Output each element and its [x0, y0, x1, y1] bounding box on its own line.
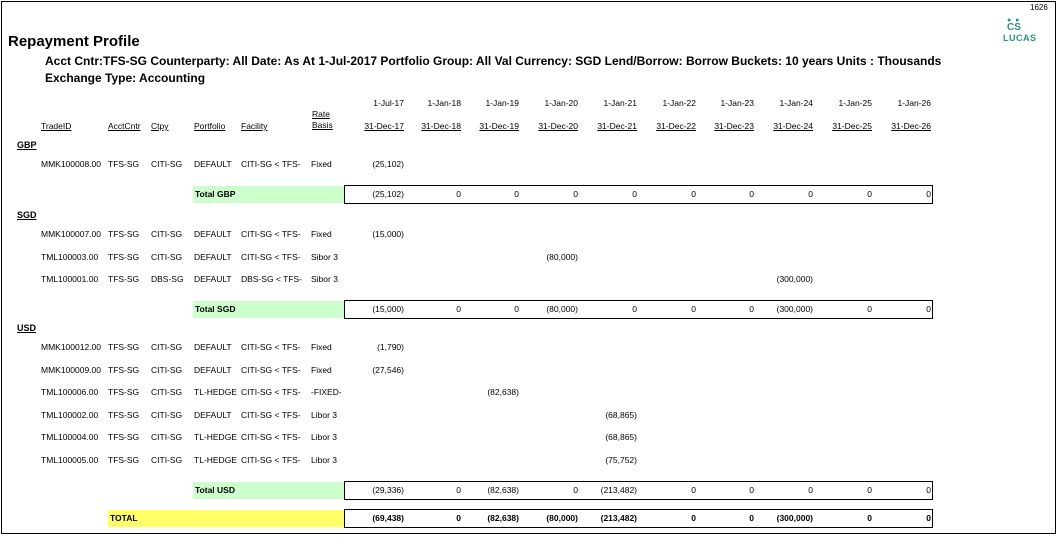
currency-heading: GBP [17, 140, 37, 150]
bucket-end-date: 31-Dec-22 [656, 121, 696, 131]
acct-cntr: TFS-SG [108, 159, 140, 169]
trade-id: TML100004.00 [41, 432, 99, 443]
grand-total-bottom-rule [344, 527, 933, 528]
facility: CITI-SG < TFS- [241, 387, 301, 398]
subtotal-amount: 0 [456, 188, 461, 199]
bucket-end-date: 31-Dec-23 [714, 121, 754, 131]
rate-basis: Sibor 3 [311, 274, 338, 285]
subtotal-label: Total USD [195, 484, 235, 495]
subtotal-amount: 0 [867, 484, 872, 495]
bucket-amount: (75,752) [605, 455, 637, 465]
portfolio: DEFAULT [194, 159, 232, 169]
col-header-rate: Rate [312, 109, 330, 119]
rate-basis: Fixed [311, 159, 332, 169]
acct-cntr: TFS-SG [108, 409, 140, 420]
grand-total-amount: 0 [867, 513, 872, 523]
rate-basis: -FIXED- [311, 387, 342, 398]
grand-total-amount: 0 [926, 513, 931, 523]
portfolio: TL-HEDGE [194, 455, 237, 465]
facility: CITI-SG < TFS- [241, 409, 301, 420]
bucket-amount: (1,790) [377, 342, 404, 352]
subtotal-amount: 0 [749, 303, 754, 314]
grand-total-amount: 0 [691, 513, 696, 523]
bucket-end-date: 31-Dec-21 [597, 121, 637, 131]
subtotal-top-rule [344, 300, 933, 301]
rate-basis: Libor 3 [311, 455, 337, 465]
counterparty: CITI-SG [151, 387, 183, 398]
subtotal-amount: (300,000) [776, 303, 813, 314]
subtotal-amount: 0 [926, 303, 931, 314]
facility: CITI-SG < TFS- [241, 342, 301, 352]
rate-basis: Libor 3 [311, 432, 337, 443]
portfolio: DEFAULT [194, 342, 232, 352]
subtotal-amount: 0 [632, 303, 637, 314]
subtotal-amount: 0 [691, 303, 696, 314]
grand-total-right-rule [932, 509, 933, 527]
bucket-start-date: 1-Jan-21 [603, 98, 637, 108]
counterparty: CITI-SG [151, 251, 183, 262]
bucket-start-date: 1-Jul-17 [373, 98, 404, 108]
acct-cntr: TFS-SG [108, 229, 140, 239]
bucket-amount: (27,546) [372, 364, 404, 375]
acct-cntr: TFS-SG [108, 342, 140, 352]
bucket-end-date: 31-Dec-26 [891, 121, 931, 131]
grand-total-amount: (300,000) [776, 513, 813, 523]
portfolio: DEFAULT [194, 229, 232, 239]
rate-basis: Libor 3 [311, 409, 337, 420]
subtotal-bottom-rule [344, 499, 933, 500]
subtotal-amount: 0 [456, 484, 461, 495]
logo-text-cs: CS [1007, 22, 1021, 33]
grand-total-amount: 0 [456, 513, 461, 523]
bucket-amount: (300,000) [776, 274, 813, 285]
trade-id: MMK100012.00 [41, 342, 102, 352]
acct-cntr: TFS-SG [108, 432, 140, 443]
subtotal-amount: 0 [808, 188, 813, 199]
grand-total-amount: (69,438) [372, 513, 404, 523]
currency-heading: USD [17, 323, 37, 333]
bucket-amount: (25,102) [372, 159, 404, 169]
subtotal-amount: 0 [691, 484, 696, 495]
rate-basis: Sibor 3 [311, 251, 338, 262]
trade-id: TML100001.00 [41, 274, 99, 285]
facility: CITI-SG < TFS- [241, 229, 301, 239]
trade-id: TML100002.00 [41, 409, 99, 420]
subtotal-label: Total GBP [195, 188, 236, 199]
rate-basis: Fixed [311, 229, 332, 239]
counterparty: DBS-SG [151, 274, 184, 285]
facility: CITI-SG < TFS- [241, 455, 301, 465]
bucket-amount: (82,638) [487, 387, 519, 398]
col-header-facility: Facility [241, 121, 268, 131]
subtotal-top-rule [344, 185, 933, 186]
cs-lucas-logo [1003, 17, 1053, 49]
counterparty: CITI-SG [151, 342, 183, 352]
bucket-end-date: 31-Dec-19 [479, 121, 519, 131]
col-header-ctpy: Ctpy [151, 121, 169, 131]
logo-dots: ● ● [1007, 17, 1021, 24]
acct-cntr: TFS-SG [108, 364, 140, 375]
bucket-start-date: 1-Jan-20 [544, 98, 578, 108]
portfolio: DEFAULT [194, 409, 232, 420]
portfolio: TL-HEDGE [194, 387, 237, 398]
bucket-start-date: 1-Jan-24 [779, 98, 813, 108]
col-header-portfolio: Portfolio [194, 121, 226, 131]
subtotal-bottom-rule [344, 318, 933, 319]
grand-total-top-rule [344, 509, 933, 510]
grand-total-amount: 0 [749, 513, 754, 523]
counterparty: CITI-SG [151, 364, 183, 375]
col-header-acctcntr: AcctCntr [108, 121, 141, 131]
bucket-start-date: 1-Jan-26 [897, 98, 931, 108]
grand-total-label: TOTAL [110, 513, 138, 523]
trade-id: TML100006.00 [41, 387, 99, 398]
trade-id: TML100005.00 [41, 455, 99, 465]
facility: CITI-SG < TFS- [241, 159, 301, 169]
trade-id: MMK100007.00 [41, 229, 102, 239]
grand-total-amount: (82,638) [487, 513, 519, 523]
facility: DBS-SG < TFS- [241, 274, 303, 285]
counterparty: CITI-SG [151, 455, 183, 465]
counterparty: CITI-SG [151, 409, 183, 420]
subtotal-amount: (25,102) [372, 188, 404, 199]
subtotal-amount: 0 [456, 303, 461, 314]
subtotal-amount: 0 [573, 188, 578, 199]
subtotal-amount: 0 [749, 188, 754, 199]
bucket-start-date: 1-Jan-19 [485, 98, 519, 108]
logo-text-lucas: LUCAS [1003, 33, 1037, 43]
subtotal-right-rule [932, 481, 933, 499]
subtotal-amount: 0 [632, 188, 637, 199]
page-number: 1626 [1030, 3, 1048, 12]
col-header-tradeid: TradeID [41, 121, 72, 131]
grand-total-highlight [108, 510, 344, 527]
subtotal-amount: (15,000) [372, 303, 404, 314]
report-exchange-type: Exchange Type: Accounting [45, 71, 206, 85]
grand-total-amount: (213,482) [600, 513, 637, 523]
bucket-amount: (15,000) [372, 229, 404, 239]
subtotal-amount: (80,000) [546, 303, 578, 314]
bucket-start-date: 1-Jan-23 [720, 98, 754, 108]
subtotal-bottom-rule [344, 203, 933, 204]
subtotal-amount: 0 [926, 188, 931, 199]
facility: CITI-SG < TFS- [241, 364, 301, 375]
col-header-basis: Basis [312, 120, 333, 130]
subtotal-right-rule [932, 300, 933, 318]
acct-cntr: TFS-SG [108, 274, 140, 285]
subtotal-amount: 0 [749, 484, 754, 495]
counterparty: CITI-SG [151, 229, 183, 239]
facility: CITI-SG < TFS- [241, 251, 301, 262]
bucket-start-date: 1-Jan-22 [662, 98, 696, 108]
rate-basis: Fixed [311, 364, 332, 375]
bucket-end-date: 31-Dec-18 [421, 121, 461, 131]
bucket-amount: (68,865) [605, 409, 637, 420]
acct-cntr: TFS-SG [108, 455, 140, 465]
trade-id: MMK100009.00 [41, 364, 102, 375]
subtotal-amount: 0 [573, 484, 578, 495]
report-title: Repayment Profile [8, 33, 140, 50]
rate-basis: Fixed [311, 342, 332, 352]
subtotal-top-rule [344, 481, 933, 482]
grand-total-amount: (80,000) [546, 513, 578, 523]
bucket-amount: (68,865) [605, 432, 637, 443]
subtotal-amount: 0 [514, 188, 519, 199]
subtotal-amount: 0 [691, 188, 696, 199]
report-parameters: Acct Cntr:TFS-SG Counterparty: All Date: As At 1-Jul-2017 Portfolio Group: All Val Currency: SGD Lend/Borrow: Borrow Buckets: 10 years Units : Thousands [45, 54, 942, 68]
subtotal-amount: 0 [867, 188, 872, 199]
trade-id: MMK100008.00 [41, 159, 102, 169]
subtotal-amount: (213,482) [600, 484, 637, 495]
subtotal-amount: 0 [514, 303, 519, 314]
subtotal-amount: (29,336) [372, 484, 404, 495]
subtotal-amount: 0 [867, 303, 872, 314]
bucket-start-date: 1-Jan-25 [838, 98, 872, 108]
portfolio: DEFAULT [194, 274, 232, 285]
subtotal-amount: 0 [926, 484, 931, 495]
bucket-end-date: 31-Dec-20 [538, 121, 578, 131]
acct-cntr: TFS-SG [108, 387, 140, 398]
subtotal-amount: 0 [808, 484, 813, 495]
counterparty: CITI-SG [151, 159, 183, 169]
acct-cntr: TFS-SG [108, 251, 140, 262]
subtotal-right-rule [932, 185, 933, 203]
counterparty: CITI-SG [151, 432, 183, 443]
subtotal-label: Total SGD [195, 303, 236, 314]
bucket-end-date: 31-Dec-17 [364, 121, 404, 131]
bucket-start-date: 1-Jan-18 [427, 98, 461, 108]
portfolio: DEFAULT [194, 251, 232, 262]
trade-id: TML100003.00 [41, 251, 99, 262]
bucket-end-date: 31-Dec-25 [832, 121, 872, 131]
portfolio: TL-HEDGE [194, 432, 237, 443]
facility: CITI-SG < TFS- [241, 432, 301, 443]
bucket-end-date: 31-Dec-24 [773, 121, 813, 131]
subtotal-amount: (82,638) [487, 484, 519, 495]
currency-heading: SGD [17, 210, 37, 220]
bucket-amount: (80,000) [546, 251, 578, 262]
portfolio: DEFAULT [194, 364, 232, 375]
